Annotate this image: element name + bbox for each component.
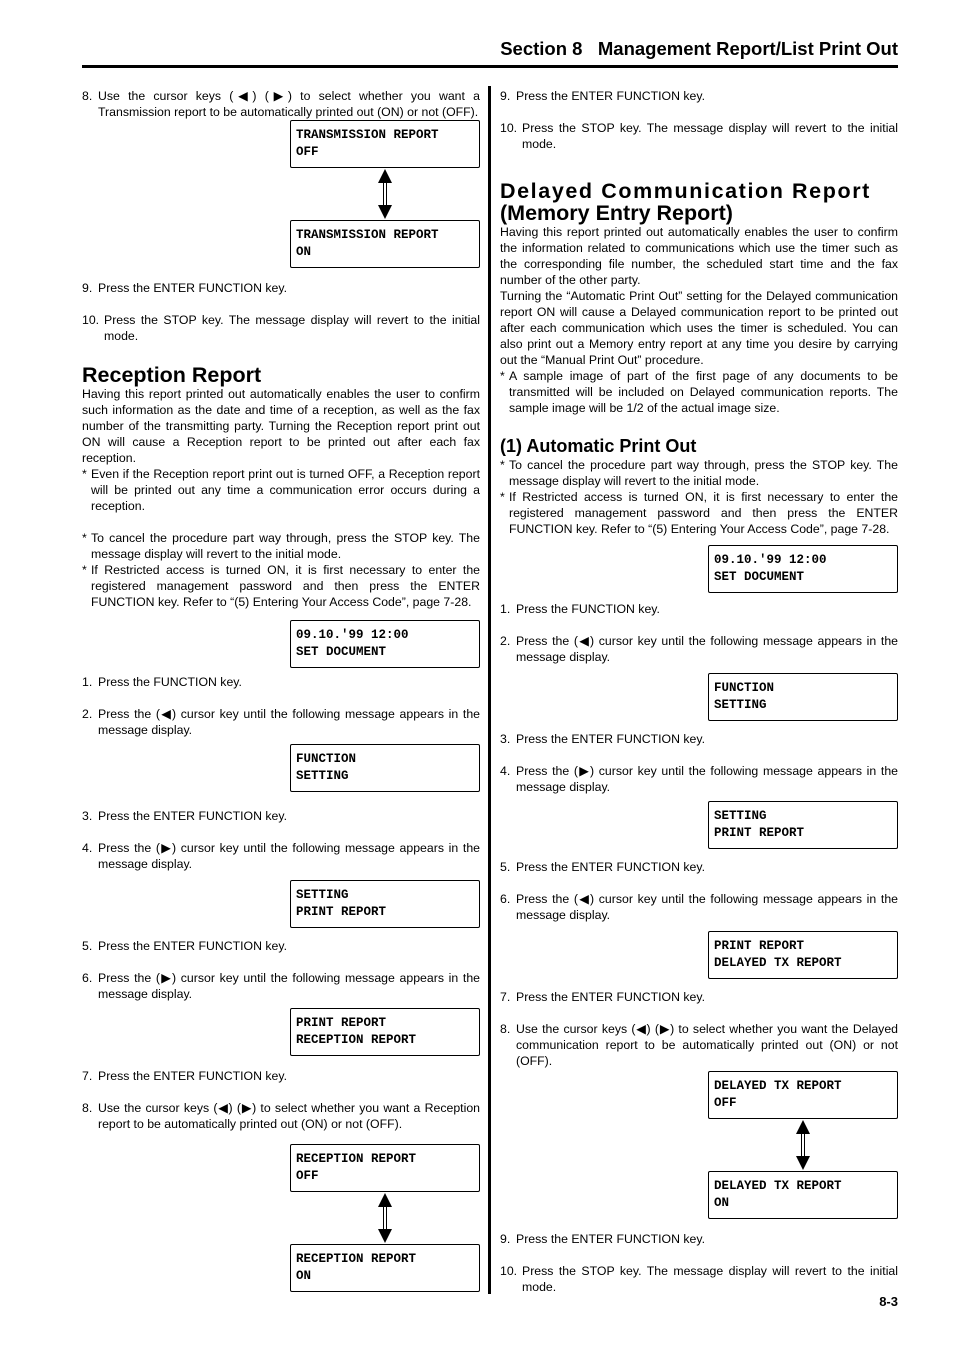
lcd-line-2: ON xyxy=(714,1196,730,1210)
step-number: 2. xyxy=(82,707,93,721)
step-number: 3. xyxy=(500,732,511,746)
lcd-print-delayed xyxy=(708,931,898,979)
lcd-setting xyxy=(708,801,898,849)
step-number: 8. xyxy=(500,1022,511,1036)
step-number: 8. xyxy=(82,1101,93,1115)
step-text: Press the ENTER FUNCTION key. xyxy=(516,990,706,1004)
step-text: Press the (◀) cursor key until the following message appears in the message display. xyxy=(516,634,898,664)
rx-step-3 xyxy=(82,808,480,824)
step-text: Press the ENTER FUNCTION key. xyxy=(516,732,706,746)
column-divider xyxy=(488,86,491,1294)
lcd-line-1: PRINT REPORT xyxy=(714,939,805,953)
delayed-turning: Turning the “Automatic Print Out” setting for the Delayed communication report ON will cause a Delayed communication report to be printed out after each communication which uses the timer is scheduled. You can also print out a Memory entry report at any time you desire by carrying out the “Manual Print Out” procedure. xyxy=(500,289,898,367)
step-text: Use the cursor keys (◀) (▶) to select whether you want a Reception report to be automatically printed out (ON) or not (OFF). xyxy=(98,1101,480,1131)
step-text: Press the ENTER FUNCTION key. xyxy=(516,89,706,103)
section-header: Section 8 Management Report/List Print Out xyxy=(500,38,898,59)
step-text: Press the STOP key. The message display will revert to the initial mode. xyxy=(104,313,480,343)
step-text: Press the STOP key. The message display will revert to the initial mode. xyxy=(522,1264,898,1294)
step-text: Press the STOP key. The message display will revert to the initial mode. xyxy=(522,121,898,151)
step-number: 10. xyxy=(82,313,100,327)
note-text: Even if the Reception report print out is turned OFF, a Reception report will be printed out any time a communication error occurs during a reception. xyxy=(91,467,480,513)
rx-step-1 xyxy=(82,674,480,690)
note-text: To cancel the procedure part way through, press the STOP key. The message display will revert to the initial mode. xyxy=(509,458,898,488)
toggle-arrow-icon xyxy=(708,1119,898,1171)
dl-step-10 xyxy=(500,1263,898,1295)
step-text: Press the ENTER FUNCTION key. xyxy=(98,939,288,953)
lcd-line-1: TRANSMISSION REPORT xyxy=(296,128,439,142)
lcd-line-2: SET DOCUMENT xyxy=(296,645,387,659)
lcd-line-2: PRINT REPORT xyxy=(296,905,387,919)
step-10 xyxy=(82,312,480,344)
lcd-line-2: SETTING xyxy=(296,769,349,783)
lcd-line-1: PRINT REPORT xyxy=(296,1016,387,1030)
step-number: 1. xyxy=(500,602,511,616)
step-number: 6. xyxy=(82,971,93,985)
step-text: Press the (◀) cursor key until the following message appears in the message display. xyxy=(98,707,480,737)
automatic-print-out-heading: (1) Automatic Print Out xyxy=(500,436,697,456)
lcd-line-1: TRANSMISSION REPORT xyxy=(296,228,439,242)
step-number: 7. xyxy=(82,1069,93,1083)
rx-step-7 xyxy=(82,1068,480,1084)
right-column xyxy=(500,88,898,1295)
step-text: Use the cursor keys (◀) (▶) to select whether you want the Delayed communication report to be automatically printed out (ON) or not (OFF). xyxy=(516,1022,898,1068)
step-text: Press the (▶) cursor key until the following message appears in the message display. xyxy=(516,764,898,794)
step-number: 10. xyxy=(500,1264,518,1278)
lcd-line-1: FUNCTION xyxy=(296,752,357,766)
step-number: 6. xyxy=(500,892,511,906)
dl-step-9 xyxy=(500,1231,898,1247)
lcd-print-reception xyxy=(290,1008,480,1056)
step-number: 5. xyxy=(82,939,93,953)
step-text: Press the ENTER FUNCTION key. xyxy=(98,1069,288,1083)
lcd-transmission-on xyxy=(290,220,480,268)
step-9 xyxy=(82,280,480,296)
lcd-reception-off xyxy=(290,1144,480,1192)
rx-step-5 xyxy=(82,938,480,954)
step-text: Press the (▶) cursor key until the following message appears in the message display. xyxy=(98,971,480,1001)
rx-step-6 xyxy=(82,970,480,1002)
toggle-arrow-icon xyxy=(290,1192,480,1244)
note-restricted: * If Restricted access is turned ON, it is first necessary to enter the registered management password and then press the ENTER FUNCTION key. Refer to “(5) Entering Your Access Code”, page 7-28. xyxy=(82,563,480,609)
dl-step-8 xyxy=(500,1021,898,1069)
page-number: 8-3 xyxy=(879,1294,898,1309)
lcd-delayed-off xyxy=(708,1071,898,1119)
dl-step-5 xyxy=(500,859,898,875)
lcd-line-1: DELAYED TX REPORT xyxy=(714,1179,842,1193)
lcd-line-1: 09.10.'99 12:00 xyxy=(296,628,409,642)
header-rule xyxy=(82,65,898,68)
step-number: 9. xyxy=(500,89,511,103)
reception-intro: Having this report printed out automatically enables the user to confirm such information as the date and time of a reception, as well as the fax number of the transmitting party. Turning the Reception report print out ON will cause a Reception report to be printed out after each fax reception. xyxy=(82,387,480,465)
step-number: 9. xyxy=(500,1232,511,1246)
step-number: 4. xyxy=(500,764,511,778)
lcd-line-2: OFF xyxy=(296,145,319,159)
step-text: Press the ENTER FUNCTION key. xyxy=(98,281,288,295)
lcd-line-1: 09.10.'99 12:00 xyxy=(714,553,827,567)
step-number: 3. xyxy=(82,809,93,823)
step-8-transmission xyxy=(82,88,480,120)
step-number: 9. xyxy=(82,281,93,295)
lcd-line-1: FUNCTION xyxy=(714,681,775,695)
step-number: 7. xyxy=(500,990,511,1004)
rx-step-4 xyxy=(82,840,480,872)
lcd-transmission-off xyxy=(290,120,480,168)
step-text: Press the ENTER FUNCTION key. xyxy=(516,860,706,874)
toggle-arrow-icon xyxy=(290,168,480,220)
note-sample: * A sample image of part of the first page of any documents to be transmitted will be included on Delayed communication reports. The sample image will be 1/2 of the actual image size. xyxy=(500,369,898,415)
lcd-line-1: SETTING xyxy=(296,888,349,902)
note-cancel: * To cancel the procedure part way through, press the STOP key. The message display will revert to the initial mode. xyxy=(500,458,898,488)
rx-step-8 xyxy=(82,1100,480,1132)
note-text: A sample image of part of the first page of any documents to be transmitted will be included on Delayed communication reports. The sample image will be 1/2 of the actual image size. xyxy=(509,369,898,415)
delayed-intro: Having this report printed out automatically enables the user to confirm the information related to communications which use the timer such as the corresponding file number, the scheduled start time and the fax number of the other party. xyxy=(500,225,898,287)
lcd-setting xyxy=(290,880,480,928)
step-text: Press the ENTER FUNCTION key. xyxy=(98,809,288,823)
dl-step-7 xyxy=(500,989,898,1005)
note-text: If Restricted access is turned ON, it is first necessary to enter the registered management password and then press the ENTER FUNCTION key. Refer to “(5) Entering Your Access Code”, page 7-28. xyxy=(91,563,480,609)
heading-line-2: (Memory Entry Report) xyxy=(500,201,733,225)
lcd-function xyxy=(290,744,480,792)
lcd-line-1: SETTING xyxy=(714,809,767,823)
note-text: If Restricted access is turned ON, it is first necessary to enter the registered management password and then press the ENTER FUNCTION key. Refer to “(5) Entering Your Access Code”, page 7-28. xyxy=(509,490,898,536)
dl-step-4 xyxy=(500,763,898,795)
step-text: Press the (▶) cursor key until the following message appears in the message display. xyxy=(98,841,480,871)
step-number: 2. xyxy=(500,634,511,648)
lcd-line-2: ON xyxy=(296,1269,312,1283)
lcd-line-2: PRINT REPORT xyxy=(714,826,805,840)
step-text: Press the FUNCTION key. xyxy=(98,675,242,689)
lcd-line-1: RECEPTION REPORT xyxy=(296,1252,417,1266)
dl-step-1 xyxy=(500,601,898,617)
lcd-line-2: OFF xyxy=(714,1096,737,1110)
lcd-line-2: RECEPTION REPORT xyxy=(296,1033,417,1047)
note-restricted: * If Restricted access is turned ON, it is first necessary to enter the registered management password and then press the ENTER FUNCTION key. Refer to “(5) Entering Your Access Code”, page 7-28. xyxy=(500,490,898,536)
delayed-report-heading xyxy=(500,180,898,224)
lcd-date xyxy=(708,545,898,593)
dl-step-3 xyxy=(500,731,898,747)
step-text: Use the cursor keys (◀) (▶) to select whether you want a Transmission report to be automatically printed out (ON) or not (OFF). xyxy=(98,89,480,119)
left-column xyxy=(82,88,480,1292)
dl-step-2 xyxy=(500,633,898,665)
lcd-line-2: SETTING xyxy=(714,698,767,712)
step-text: Press the ENTER FUNCTION key. xyxy=(516,1232,706,1246)
lcd-reception-on xyxy=(290,1244,480,1292)
step-number: 1. xyxy=(82,675,93,689)
step-number: 8. xyxy=(82,89,93,103)
lcd-line-2: SET DOCUMENT xyxy=(714,570,805,584)
step-10 xyxy=(500,120,898,152)
rx-step-2 xyxy=(82,706,480,738)
note-cancel: * To cancel the procedure part way through, press the STOP key. The message display will revert to the initial mode. xyxy=(82,531,480,561)
heading-line-1: Delayed Communication Report xyxy=(500,179,871,203)
lcd-line-1: RECEPTION REPORT xyxy=(296,1152,417,1166)
lcd-date xyxy=(290,620,480,668)
lcd-line-1: DELAYED TX REPORT xyxy=(714,1079,842,1093)
lcd-function xyxy=(708,673,898,721)
dl-step-6 xyxy=(500,891,898,923)
reception-report-heading: Reception Report xyxy=(82,363,262,387)
lcd-line-2: DELAYED TX REPORT xyxy=(714,956,842,970)
step-number: 10. xyxy=(500,121,518,135)
lcd-line-2: ON xyxy=(296,245,312,259)
step-text: Press the FUNCTION key. xyxy=(516,602,660,616)
step-text: Press the (◀) cursor key until the following message appears in the message display. xyxy=(516,892,898,922)
lcd-line-2: OFF xyxy=(296,1169,319,1183)
step-number: 5. xyxy=(500,860,511,874)
lcd-delayed-on xyxy=(708,1171,898,1219)
note-error: * Even if the Reception report print out is turned OFF, a Reception report will be printed out any time a communication error occurs during a reception. xyxy=(82,467,480,513)
step-number: 4. xyxy=(82,841,93,855)
step-9 xyxy=(500,88,898,104)
note-text: To cancel the procedure part way through, press the STOP key. The message display will revert to the initial mode. xyxy=(91,531,480,561)
